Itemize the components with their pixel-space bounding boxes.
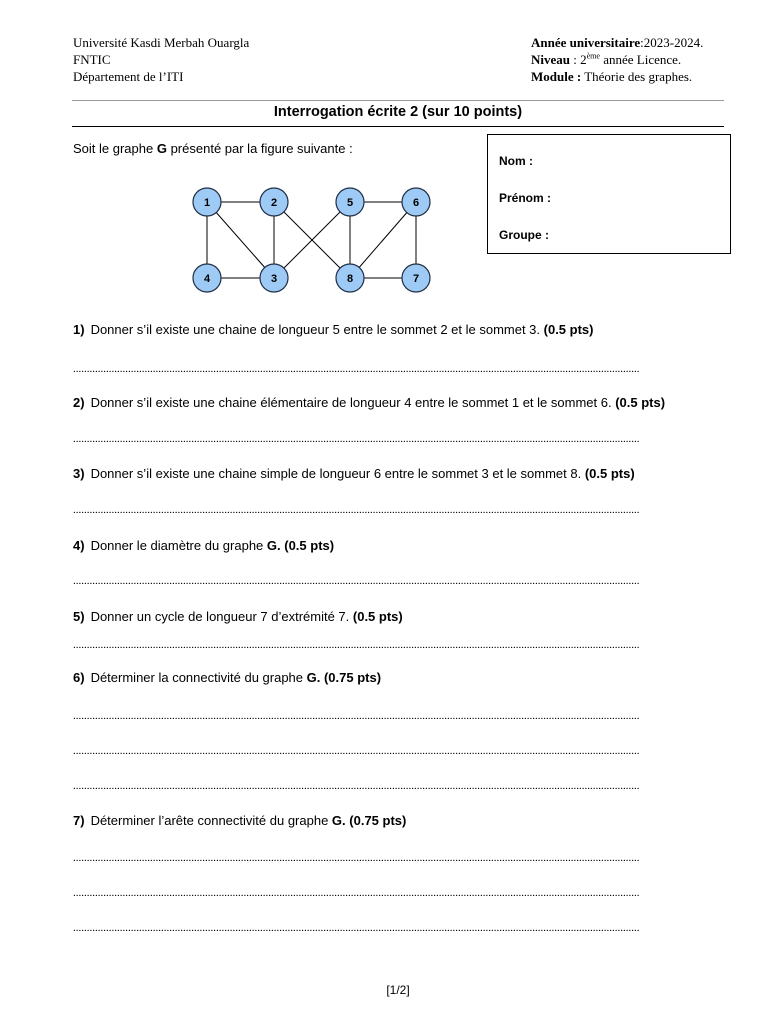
- graph-edge-1-3: [207, 202, 274, 278]
- graph-vertex-label: 1: [203, 197, 211, 209]
- graph-vertex-1: [193, 188, 221, 216]
- module: [531, 68, 703, 85]
- title-bottom-rule: [72, 126, 724, 127]
- page-number: [1/2]: [386, 983, 410, 997]
- graph-vertex-label: 5: [346, 197, 354, 209]
- academic-year-label: Année universitaire: [531, 35, 641, 50]
- academic-year: [531, 34, 703, 51]
- question-6: [73, 670, 381, 685]
- answer-line[interactable]: ..............................................................................................................................................................................................................: [73, 640, 640, 650]
- question-points: (0.5 pts): [352, 609, 403, 624]
- graph-edges: [207, 202, 416, 278]
- answer-line[interactable]: ..............................................................................................................................................................................................................: [73, 923, 640, 933]
- graph-edge-6-8: [350, 202, 416, 278]
- level: [531, 51, 703, 68]
- module-label: Module :: [531, 69, 582, 84]
- graph-vertex-5: [336, 188, 364, 216]
- question-points: (0.5 pts): [615, 395, 666, 410]
- question-points: (0.5 pts): [280, 538, 335, 553]
- level-superscript: ème: [586, 51, 600, 61]
- institution-block: [73, 34, 249, 85]
- academic-year-value: :2023-2024.: [640, 35, 704, 50]
- question-3: [73, 466, 635, 481]
- course-info-block: [531, 34, 703, 85]
- graph-vertex-3: [260, 264, 288, 292]
- prenom-label: Prénom :: [499, 191, 552, 205]
- question-points: (0.5 pts): [543, 322, 594, 337]
- graph-vertex-label: 2: [270, 197, 278, 209]
- question-graph-ref: G.: [306, 670, 321, 685]
- question-text: Donner un cycle de longueur 7 d’extrémité 7.: [90, 609, 353, 624]
- question-text: Déterminer la connectivité du graphe: [90, 670, 307, 685]
- nom-label: Nom :: [499, 154, 533, 168]
- question-number: 3): [73, 466, 85, 481]
- question-text: Donner s’il existe une chaine élémentaire de longueur 4 entre le sommet 1 et le sommet 6.: [90, 395, 616, 410]
- level-label: Niveau: [531, 52, 570, 67]
- intro-pre: Soit le graphe: [73, 141, 157, 156]
- question-points: (0.75 pts): [345, 813, 407, 828]
- answer-line[interactable]: ..............................................................................................................................................................................................................: [73, 364, 640, 374]
- question-5: [73, 609, 403, 624]
- graph-vertex-label: 8: [346, 273, 354, 285]
- answer-line[interactable]: ..............................................................................................................................................................................................................: [73, 434, 640, 444]
- question-1: [73, 322, 593, 337]
- graph-vertex-8: [336, 264, 364, 292]
- graph-vertex-label: 7: [412, 273, 420, 285]
- groupe-label: Groupe :: [499, 228, 549, 242]
- university-name: Université Kasdi Merbah Ouargla: [73, 35, 250, 50]
- question-7: [73, 813, 406, 828]
- question-number: 2): [73, 395, 85, 410]
- question-2: [73, 395, 665, 410]
- answer-line[interactable]: ..............................................................................................................................................................................................................: [73, 711, 640, 721]
- answer-line[interactable]: ..............................................................................................................................................................................................................: [73, 781, 640, 791]
- graph-vertex-label: 4: [203, 273, 211, 285]
- question-text: Donner s’il existe une chaine simple de longueur 6 entre le sommet 3 et le sommet 8.: [90, 466, 585, 481]
- title-top-rule: [72, 100, 724, 101]
- answer-line[interactable]: ..............................................................................................................................................................................................................: [73, 746, 640, 756]
- page-title: Interrogation écrite 2 (sur 10 points): [273, 104, 523, 120]
- intro-text: [73, 141, 353, 156]
- level-value-suffix: année Licence.: [599, 52, 682, 67]
- question-graph-ref: G.: [331, 813, 346, 828]
- question-points: (0.5 pts): [584, 466, 635, 481]
- graph-vertex-6: [402, 188, 430, 216]
- answer-line[interactable]: ..............................................................................................................................................................................................................: [73, 505, 640, 515]
- graph-figure: [185, 180, 445, 300]
- answer-line[interactable]: ..............................................................................................................................................................................................................: [73, 576, 640, 586]
- intro-graph-name: G: [156, 141, 167, 156]
- question-number: 5): [73, 609, 85, 624]
- question-number: 6): [73, 670, 85, 685]
- question-4: [73, 538, 334, 553]
- question-points: (0.75 pts): [320, 670, 382, 685]
- department-name: Département de l’ITI: [73, 69, 184, 84]
- student-info-box: [487, 134, 731, 254]
- question-graph-ref: G.: [266, 538, 281, 553]
- answer-line[interactable]: ..............................................................................................................................................................................................................: [73, 888, 640, 898]
- answer-line[interactable]: ..............................................................................................................................................................................................................: [73, 853, 640, 863]
- graph-vertex-7: [402, 264, 430, 292]
- question-number: 4): [73, 538, 85, 553]
- question-text: Déterminer l’arête connectivité du graphe: [90, 813, 332, 828]
- graph-vertex-4: [193, 264, 221, 292]
- graph-vertex-label: 3: [270, 273, 278, 285]
- graph-vertex-2: [260, 188, 288, 216]
- question-text: Donner le diamètre du graphe: [90, 538, 267, 553]
- faculty-name: FNTIC: [73, 52, 111, 67]
- graph-vertex-label: 6: [412, 197, 420, 209]
- question-number: 7): [73, 813, 85, 828]
- question-text: Donner s’il existe une chaine de longueur 5 entre le sommet 2 et le sommet 3.: [90, 322, 544, 337]
- level-value: : 2: [570, 52, 587, 67]
- question-number: 1): [73, 322, 85, 337]
- intro-post: présenté par la figure suivante :: [166, 141, 353, 156]
- module-value: Théorie des graphes.: [581, 69, 693, 84]
